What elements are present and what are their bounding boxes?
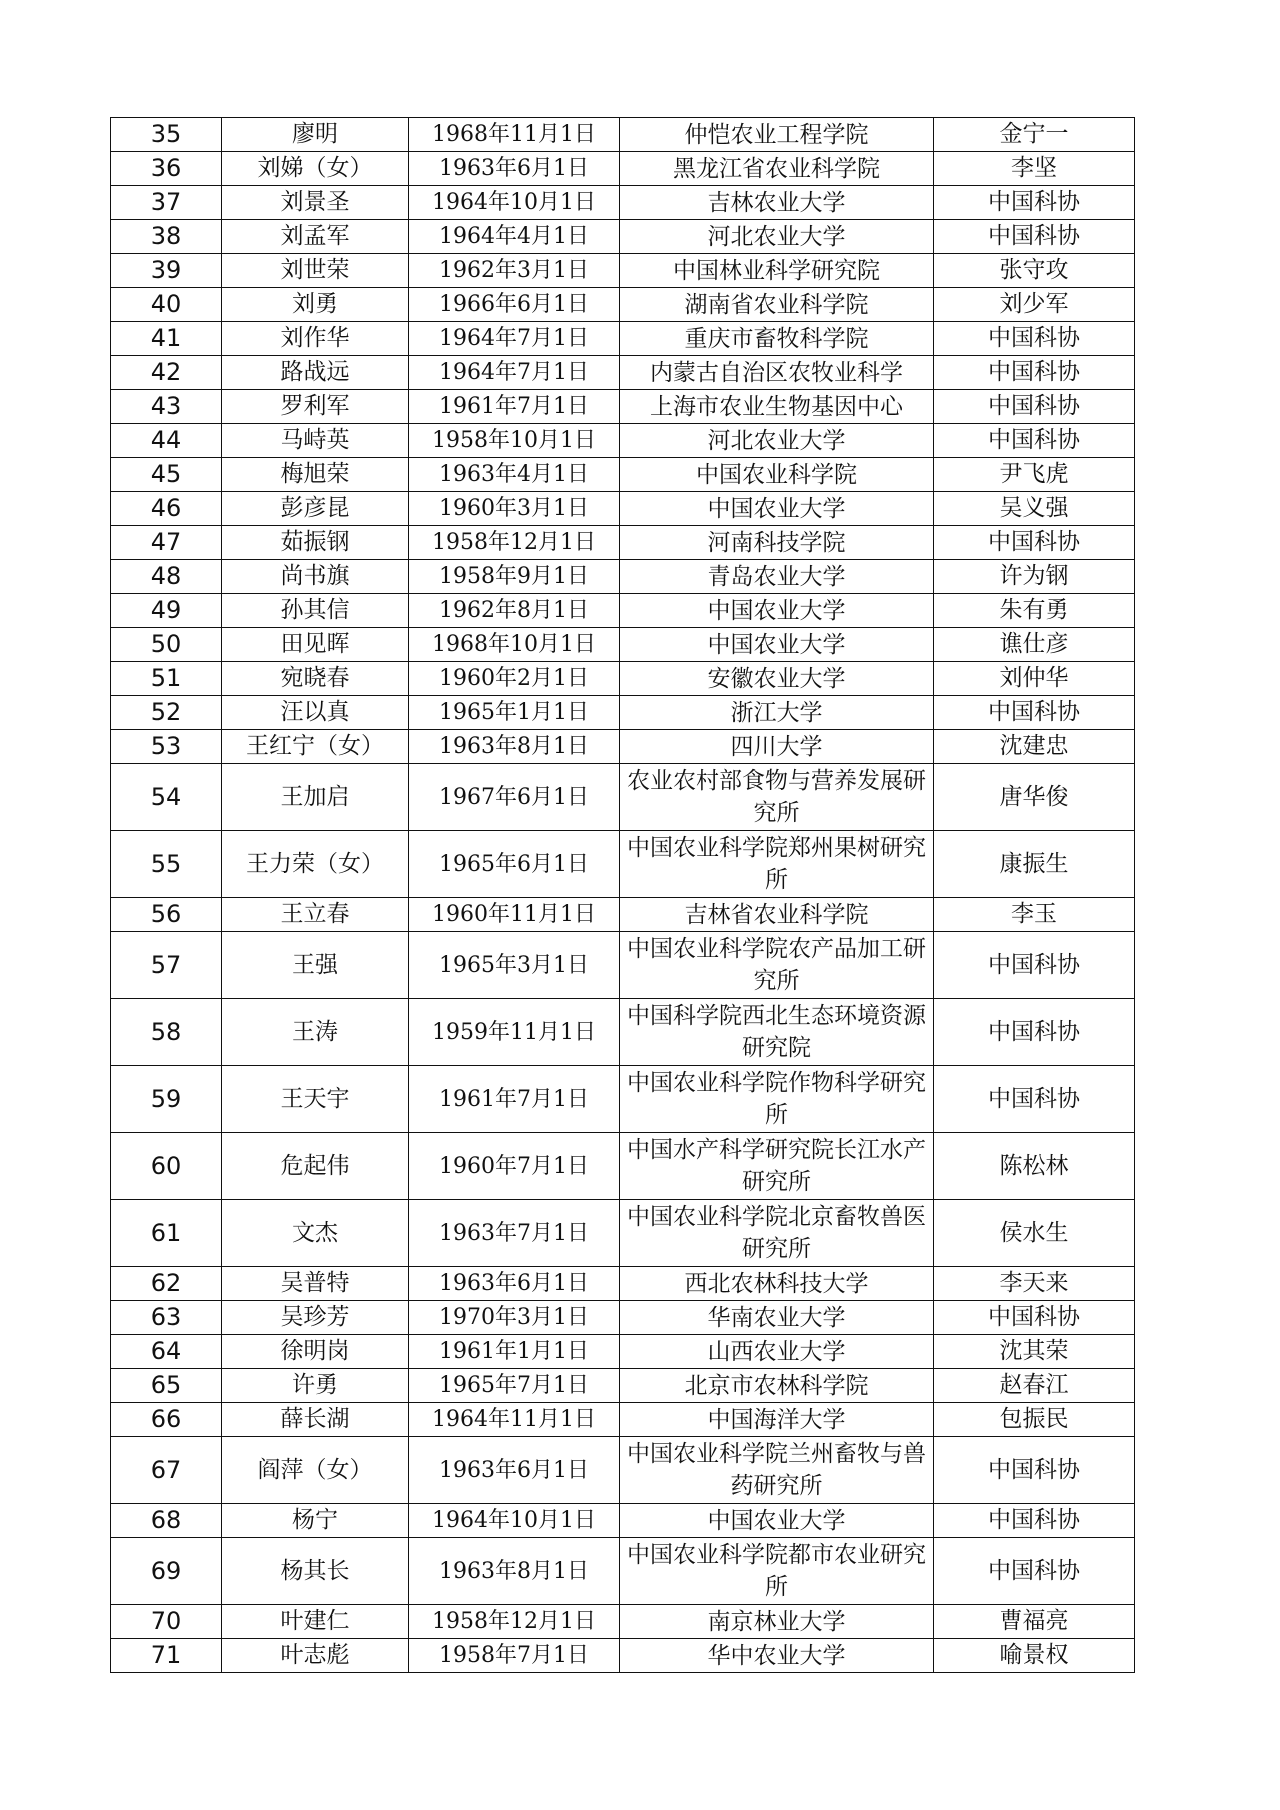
cell-birth-date: 1960年2月1日: [409, 662, 620, 696]
cell-name: 叶建仁: [222, 1605, 409, 1639]
cell-name: 刘作华: [222, 322, 409, 356]
cell-work-unit: 安徽农业大学: [620, 662, 934, 696]
cell-work-unit: 中国农业大学: [620, 594, 934, 628]
cell-number: 70: [111, 1605, 222, 1639]
table-row: [111, 1437, 1135, 1504]
cell-work-unit: 重庆市畜牧科学院: [620, 322, 934, 356]
candidate-roster-table: [110, 117, 1135, 1673]
cell-name: 吴珍芳: [222, 1301, 409, 1335]
cell-number: 66: [111, 1403, 222, 1437]
cell-work-unit: 中国科学院西北生态环境资源研究院: [620, 999, 934, 1066]
cell-recommender: 中国科协: [934, 932, 1135, 999]
cell-birth-date: 1959年11月1日: [409, 999, 620, 1066]
cell-number: 52: [111, 696, 222, 730]
cell-birth-date: 1968年11月1日: [409, 118, 620, 152]
cell-number: 61: [111, 1200, 222, 1267]
cell-recommender: 张守攻: [934, 254, 1135, 288]
cell-birth-date: 1966年6月1日: [409, 288, 620, 322]
cell-number: 47: [111, 526, 222, 560]
cell-number: 63: [111, 1301, 222, 1335]
cell-birth-date: 1958年10月1日: [409, 424, 620, 458]
cell-birth-date: 1970年3月1日: [409, 1301, 620, 1335]
cell-birth-date: 1967年6月1日: [409, 764, 620, 831]
cell-work-unit: 河北农业大学: [620, 424, 934, 458]
cell-recommender: 李天来: [934, 1267, 1135, 1301]
cell-birth-date: 1958年12月1日: [409, 526, 620, 560]
cell-work-unit: 中国农业科学院都市农业研究所: [620, 1538, 934, 1605]
cell-number: 56: [111, 898, 222, 932]
cell-birth-date: 1961年7月1日: [409, 390, 620, 424]
cell-birth-date: 1964年10月1日: [409, 186, 620, 220]
cell-birth-date: 1964年4月1日: [409, 220, 620, 254]
cell-name: 田见晖: [222, 628, 409, 662]
cell-work-unit: 吉林省农业科学院: [620, 898, 934, 932]
cell-recommender: 中国科协: [934, 186, 1135, 220]
table-row: [111, 898, 1135, 932]
cell-number: 42: [111, 356, 222, 390]
cell-number: 68: [111, 1504, 222, 1538]
cell-recommender: 中国科协: [934, 1301, 1135, 1335]
cell-work-unit: 湖南省农业科学院: [620, 288, 934, 322]
cell-work-unit: 华中农业大学: [620, 1639, 934, 1673]
table-row: [111, 1335, 1135, 1369]
cell-work-unit: 河南科技学院: [620, 526, 934, 560]
table-row: [111, 1301, 1135, 1335]
cell-number: 62: [111, 1267, 222, 1301]
cell-name: 尚书旗: [222, 560, 409, 594]
cell-recommender: 曹福亮: [934, 1605, 1135, 1639]
cell-birth-date: 1958年9月1日: [409, 560, 620, 594]
table-row: [111, 356, 1135, 390]
cell-name: 薛长湖: [222, 1403, 409, 1437]
cell-birth-date: 1964年7月1日: [409, 356, 620, 390]
cell-recommender: 中国科协: [934, 1504, 1135, 1538]
table-row: [111, 424, 1135, 458]
cell-recommender: 中国科协: [934, 424, 1135, 458]
table-row: [111, 594, 1135, 628]
cell-birth-date: 1965年6月1日: [409, 831, 620, 898]
cell-birth-date: 1964年11月1日: [409, 1403, 620, 1437]
cell-recommender: 侯水生: [934, 1200, 1135, 1267]
cell-recommender: 许为钢: [934, 560, 1135, 594]
cell-recommender: 沈建忠: [934, 730, 1135, 764]
cell-number: 46: [111, 492, 222, 526]
cell-name: 廖明: [222, 118, 409, 152]
cell-name: 文杰: [222, 1200, 409, 1267]
cell-name: 孙其信: [222, 594, 409, 628]
cell-number: 60: [111, 1133, 222, 1200]
table-row: [111, 932, 1135, 999]
cell-work-unit: 内蒙古自治区农牧业科学: [620, 356, 934, 390]
cell-number: 59: [111, 1066, 222, 1133]
cell-name: 危起伟: [222, 1133, 409, 1200]
table-row: [111, 730, 1135, 764]
cell-recommender: 朱有勇: [934, 594, 1135, 628]
cell-number: 49: [111, 594, 222, 628]
cell-recommender: 中国科协: [934, 696, 1135, 730]
cell-birth-date: 1960年3月1日: [409, 492, 620, 526]
cell-birth-date: 1965年3月1日: [409, 932, 620, 999]
cell-recommender: 谯仕彦: [934, 628, 1135, 662]
cell-name: 茹振钢: [222, 526, 409, 560]
cell-name: 阎萍（女）: [222, 1437, 409, 1504]
cell-number: 69: [111, 1538, 222, 1605]
cell-name: 梅旭荣: [222, 458, 409, 492]
table-row: [111, 492, 1135, 526]
table-row: [111, 1369, 1135, 1403]
table-row: [111, 831, 1135, 898]
cell-birth-date: 1963年8月1日: [409, 1538, 620, 1605]
cell-number: 58: [111, 999, 222, 1066]
table-row: [111, 1133, 1135, 1200]
cell-name: 罗利军: [222, 390, 409, 424]
cell-recommender: 唐华俊: [934, 764, 1135, 831]
cell-number: 65: [111, 1369, 222, 1403]
cell-birth-date: 1963年6月1日: [409, 1437, 620, 1504]
cell-birth-date: 1961年1月1日: [409, 1335, 620, 1369]
cell-recommender: 喻景权: [934, 1639, 1135, 1673]
cell-name: 王加启: [222, 764, 409, 831]
cell-number: 37: [111, 186, 222, 220]
cell-name: 王天宇: [222, 1066, 409, 1133]
cell-birth-date: 1965年1月1日: [409, 696, 620, 730]
cell-number: 57: [111, 932, 222, 999]
cell-work-unit: 吉林农业大学: [620, 186, 934, 220]
cell-work-unit: 中国海洋大学: [620, 1403, 934, 1437]
cell-name: 王红宁（女）: [222, 730, 409, 764]
cell-number: 55: [111, 831, 222, 898]
cell-recommender: 中国科协: [934, 322, 1135, 356]
cell-birth-date: 1965年7月1日: [409, 1369, 620, 1403]
cell-name: 王立春: [222, 898, 409, 932]
cell-number: 36: [111, 152, 222, 186]
cell-name: 叶志彪: [222, 1639, 409, 1673]
cell-number: 41: [111, 322, 222, 356]
cell-recommender: 中国科协: [934, 220, 1135, 254]
cell-recommender: 金宁一: [934, 118, 1135, 152]
table-row: [111, 662, 1135, 696]
cell-number: 35: [111, 118, 222, 152]
cell-work-unit: 中国农业科学院郑州果树研究所: [620, 831, 934, 898]
table-row: [111, 152, 1135, 186]
cell-recommender: 中国科协: [934, 390, 1135, 424]
table-row: [111, 526, 1135, 560]
cell-work-unit: 中国林业科学研究院: [620, 254, 934, 288]
cell-name: 刘孟军: [222, 220, 409, 254]
cell-birth-date: 1963年8月1日: [409, 730, 620, 764]
cell-name: 王涛: [222, 999, 409, 1066]
cell-work-unit: 浙江大学: [620, 696, 934, 730]
roster-body: [111, 118, 1135, 1673]
cell-recommender: 刘少军: [934, 288, 1135, 322]
cell-work-unit: 中国农业科学院农产品加工研究所: [620, 932, 934, 999]
table-row: [111, 560, 1135, 594]
cell-name: 徐明岗: [222, 1335, 409, 1369]
cell-work-unit: 中国农业科学院兰州畜牧与兽药研究所: [620, 1437, 934, 1504]
table-row: [111, 1066, 1135, 1133]
cell-name: 王力荣（女）: [222, 831, 409, 898]
table-row: [111, 220, 1135, 254]
cell-birth-date: 1960年7月1日: [409, 1133, 620, 1200]
cell-number: 44: [111, 424, 222, 458]
cell-birth-date: 1963年4月1日: [409, 458, 620, 492]
cell-number: 71: [111, 1639, 222, 1673]
table-row: [111, 118, 1135, 152]
cell-name: 刘娣（女）: [222, 152, 409, 186]
cell-birth-date: 1961年7月1日: [409, 1066, 620, 1133]
cell-name: 刘景圣: [222, 186, 409, 220]
cell-birth-date: 1962年3月1日: [409, 254, 620, 288]
cell-number: 43: [111, 390, 222, 424]
cell-name: 宛晓春: [222, 662, 409, 696]
table-row: [111, 288, 1135, 322]
cell-name: 杨其长: [222, 1538, 409, 1605]
cell-name: 马峙英: [222, 424, 409, 458]
cell-work-unit: 华南农业大学: [620, 1301, 934, 1335]
cell-number: 64: [111, 1335, 222, 1369]
cell-birth-date: 1958年12月1日: [409, 1605, 620, 1639]
cell-birth-date: 1964年7月1日: [409, 322, 620, 356]
cell-number: 50: [111, 628, 222, 662]
table-row: [111, 1504, 1135, 1538]
cell-recommender: 中国科协: [934, 1066, 1135, 1133]
cell-recommender: 中国科协: [934, 356, 1135, 390]
cell-recommender: 中国科协: [934, 526, 1135, 560]
cell-recommender: 包振民: [934, 1403, 1135, 1437]
cell-name: 王强: [222, 932, 409, 999]
cell-work-unit: 西北农林科技大学: [620, 1267, 934, 1301]
cell-work-unit: 中国农业科学院作物科学研究所: [620, 1066, 934, 1133]
table-row: [111, 322, 1135, 356]
cell-work-unit: 中国农业大学: [620, 628, 934, 662]
cell-work-unit: 河北农业大学: [620, 220, 934, 254]
cell-recommender: 尹飞虎: [934, 458, 1135, 492]
cell-work-unit: 青岛农业大学: [620, 560, 934, 594]
cell-birth-date: 1963年7月1日: [409, 1200, 620, 1267]
cell-name: 路战远: [222, 356, 409, 390]
table-row: [111, 458, 1135, 492]
cell-number: 54: [111, 764, 222, 831]
cell-number: 67: [111, 1437, 222, 1504]
table-row: [111, 254, 1135, 288]
cell-recommender: 赵春江: [934, 1369, 1135, 1403]
cell-work-unit: 四川大学: [620, 730, 934, 764]
cell-name: 汪以真: [222, 696, 409, 730]
cell-birth-date: 1963年6月1日: [409, 1267, 620, 1301]
cell-birth-date: 1968年10月1日: [409, 628, 620, 662]
cell-birth-date: 1964年10月1日: [409, 1504, 620, 1538]
table-row: [111, 1538, 1135, 1605]
cell-work-unit: 北京市农林科学院: [620, 1369, 934, 1403]
cell-number: 38: [111, 220, 222, 254]
table-row: [111, 1639, 1135, 1673]
cell-work-unit: 仲恺农业工程学院: [620, 118, 934, 152]
cell-work-unit: 上海市农业生物基因中心: [620, 390, 934, 424]
cell-birth-date: 1963年6月1日: [409, 152, 620, 186]
cell-name: 许勇: [222, 1369, 409, 1403]
cell-number: 48: [111, 560, 222, 594]
cell-number: 45: [111, 458, 222, 492]
cell-work-unit: 山西农业大学: [620, 1335, 934, 1369]
table-row: [111, 390, 1135, 424]
cell-recommender: 吴义强: [934, 492, 1135, 526]
table-row: [111, 1605, 1135, 1639]
cell-recommender: 刘仲华: [934, 662, 1135, 696]
cell-recommender: 康振生: [934, 831, 1135, 898]
cell-birth-date: 1958年7月1日: [409, 1639, 620, 1673]
cell-name: 刘世荣: [222, 254, 409, 288]
cell-name: 杨宁: [222, 1504, 409, 1538]
cell-recommender: 李玉: [934, 898, 1135, 932]
cell-number: 51: [111, 662, 222, 696]
cell-recommender: 陈松林: [934, 1133, 1135, 1200]
table-row: [111, 628, 1135, 662]
table-row: [111, 1267, 1135, 1301]
cell-number: 53: [111, 730, 222, 764]
cell-work-unit: 中国农业大学: [620, 492, 934, 526]
cell-work-unit: 中国农业大学: [620, 1504, 934, 1538]
cell-work-unit: 中国水产科学研究院长江水产研究所: [620, 1133, 934, 1200]
cell-work-unit: 黑龙江省农业科学院: [620, 152, 934, 186]
table-row: [111, 186, 1135, 220]
cell-name: 刘勇: [222, 288, 409, 322]
table-row: [111, 1403, 1135, 1437]
cell-work-unit: 中国农业科学院: [620, 458, 934, 492]
cell-birth-date: 1962年8月1日: [409, 594, 620, 628]
cell-work-unit: 南京林业大学: [620, 1605, 934, 1639]
cell-birth-date: 1960年11月1日: [409, 898, 620, 932]
table-row: [111, 696, 1135, 730]
cell-recommender: 中国科协: [934, 999, 1135, 1066]
cell-recommender: 中国科协: [934, 1437, 1135, 1504]
cell-name: 彭彦昆: [222, 492, 409, 526]
table-row: [111, 764, 1135, 831]
cell-recommender: 中国科协: [934, 1538, 1135, 1605]
cell-recommender: 沈其荣: [934, 1335, 1135, 1369]
cell-number: 40: [111, 288, 222, 322]
cell-work-unit: 中国农业科学院北京畜牧兽医研究所: [620, 1200, 934, 1267]
cell-work-unit: 农业农村部食物与营养发展研究所: [620, 764, 934, 831]
cell-recommender: 李坚: [934, 152, 1135, 186]
cell-name: 吴普特: [222, 1267, 409, 1301]
table-row: [111, 999, 1135, 1066]
cell-number: 39: [111, 254, 222, 288]
table-row: [111, 1200, 1135, 1267]
